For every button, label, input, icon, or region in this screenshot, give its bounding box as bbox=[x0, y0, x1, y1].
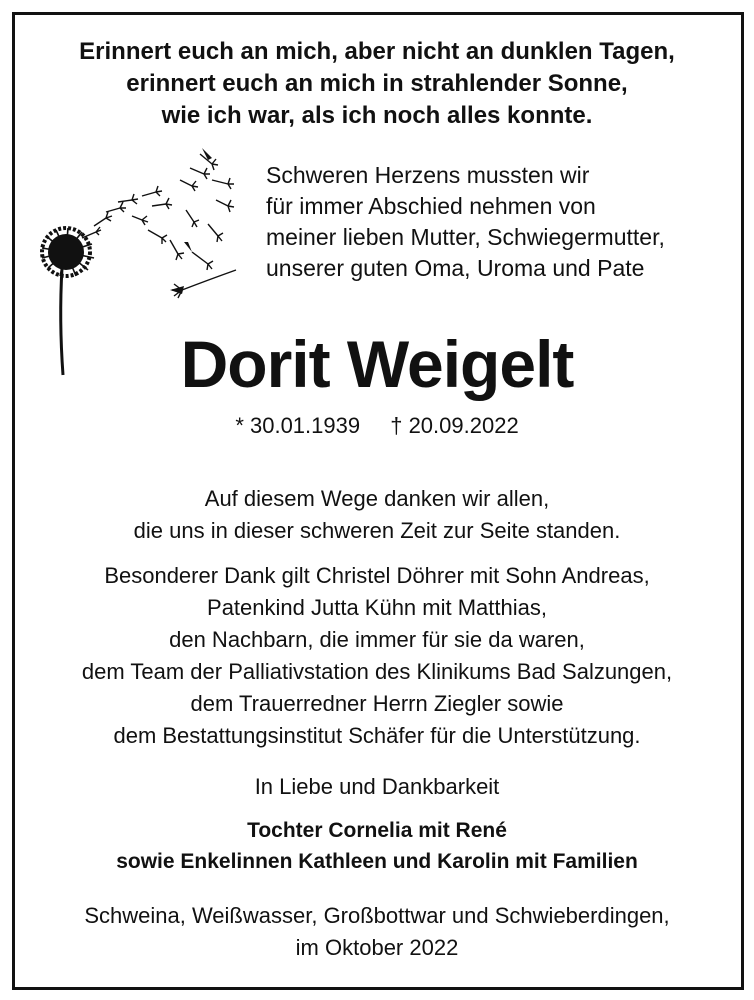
birth-date: * 30.01.1939 bbox=[235, 413, 361, 438]
intro-line: für immer Abschied nehmen von bbox=[266, 193, 596, 219]
place-line: Schweina, Weißwasser, Großbottwar und Schwieberdingen, bbox=[84, 903, 670, 928]
special-thanks-line: Patenkind Jutta Kühn mit Matthias, bbox=[207, 595, 547, 620]
special-thanks-line: Besonderer Dank gilt Christel Döhrer mit Sohn Andreas, bbox=[104, 563, 650, 588]
motto-line: Erinnert euch an mich, aber nicht an dunklen Tagen, bbox=[79, 38, 675, 65]
closing-greeting: In Liebe und Dankbarkeit bbox=[254, 774, 500, 799]
signer-line: Tochter Cornelia mit René bbox=[247, 819, 507, 842]
intro-line: Schweren Herzens mussten wir bbox=[266, 162, 590, 188]
intro-line: meiner lieben Mutter, Schwiegermutter, bbox=[266, 224, 665, 250]
motto-line: wie ich war, als ich noch alles konnte. bbox=[161, 102, 593, 129]
signer-line: sowie Enkelinnen Kathleen und Karolin mit Familien bbox=[116, 850, 638, 873]
thanks-line: Auf diesem Wege danken wir allen, bbox=[204, 486, 550, 511]
signers bbox=[0, 815, 754, 877]
death-date: † 20.09.2022 bbox=[390, 413, 519, 438]
thanks-line: die uns in dieser schweren Zeit zur Seite standen. bbox=[133, 518, 621, 543]
thanks-intro bbox=[0, 483, 754, 547]
motto-line: erinnert euch an mich in strahlender Sonne, bbox=[126, 70, 628, 97]
intro-text bbox=[266, 160, 665, 284]
special-thanks-line: dem Trauerredner Herrn Ziegler sowie bbox=[190, 691, 564, 716]
special-thanks-line: dem Bestattungsinstitut Schäfer für die Unterstützung. bbox=[113, 723, 641, 748]
special-thanks-line: den Nachbarn, die immer für sie da waren, bbox=[169, 627, 585, 652]
date-line: im Oktober 2022 bbox=[295, 935, 459, 960]
deceased-name: Dorit Weigelt bbox=[180, 327, 574, 401]
motto-quote bbox=[0, 36, 754, 132]
intro-line: unserer guten Oma, Uroma und Pate bbox=[266, 255, 645, 281]
place-and-date bbox=[0, 900, 754, 964]
life-dates bbox=[0, 410, 754, 442]
special-thanks-line: dem Team der Palliativstation des Klinikums Bad Salzungen, bbox=[81, 659, 673, 684]
special-thanks bbox=[0, 560, 754, 752]
